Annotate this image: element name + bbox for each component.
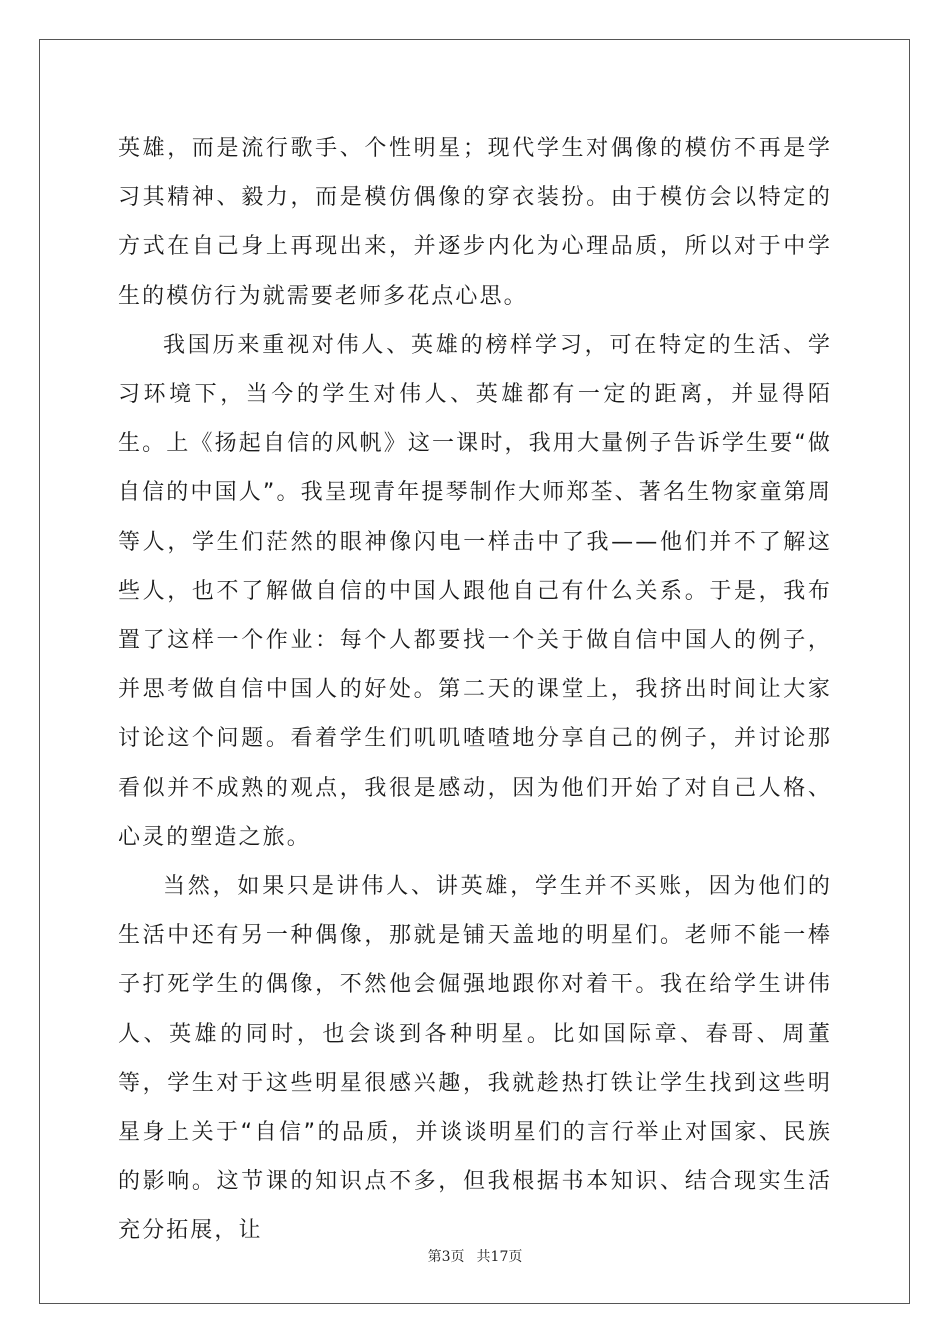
paragraph-1: 英雄，而是流行歌手、个性明星；现代学生对偶像的模仿不再是学习其精神、毅力，而是模仿偶像的穿衣装扮。由于模仿会以特定的方式在自己身上再现出来，并逐步内化为心理品质，所以对于中学生的模仿行为就需要老师多花点心思。 (118, 136, 832, 309)
page-footer (0, 1246, 950, 1266)
paragraph-3: 当然，如果只是讲伟人、讲英雄，学生并不买账，因为他们的生活中还有另一种偶像，那就是铺天盖地的明星们。老师不能一棒子打死学生的偶像，不然他会倔强地跟你对着干。我在给学生讲伟人、英雄的同时，也会谈到各种明星。比如国际章、春哥、周董等，学生对于这些明星很感兴趣，我就趁热打铁让学生找到这些明星身上关于“自信”的品质，并谈谈明星们的言行举止对国家、民族的影响。这节课的知识点不多，但我根据书本知识、结合现实生活充分拓展，让 (118, 874, 832, 1244)
paragraph-2: 我国历来重视对伟人、英雄的榜样学习，可在特定的生活、学习环境下，当今的学生对伟人、英雄都有一定的距离，并显得陌生。上《扬起自信的风帆》这一课时，我用大量例子告诉学生要“做自信的中国人”。我呈现青年提琴制作大师郑荃、著名生物家童第周等人，学生们茫然的眼神像闪电一样击中了我——他们并不了解这些人，也不了解做自信的中国人跟他自己有什么关系。于是，我布置了这样一个作业：每个人都要找一个关于做自信中国人的例子，并思考做自信中国人的好处。第二天的课堂上，我挤出时间让大家讨论这个问题。看着学生们叽叽喳喳地分享自己的例子，并讨论那看似并不成熟的观点，我很是感动，因为他们开始了对自己人格、心灵的塑造之旅。 (118, 332, 832, 850)
page-number: 第3页 (427, 1249, 465, 1265)
page-total: 共17页 (476, 1249, 523, 1265)
document-body (118, 124, 832, 1256)
